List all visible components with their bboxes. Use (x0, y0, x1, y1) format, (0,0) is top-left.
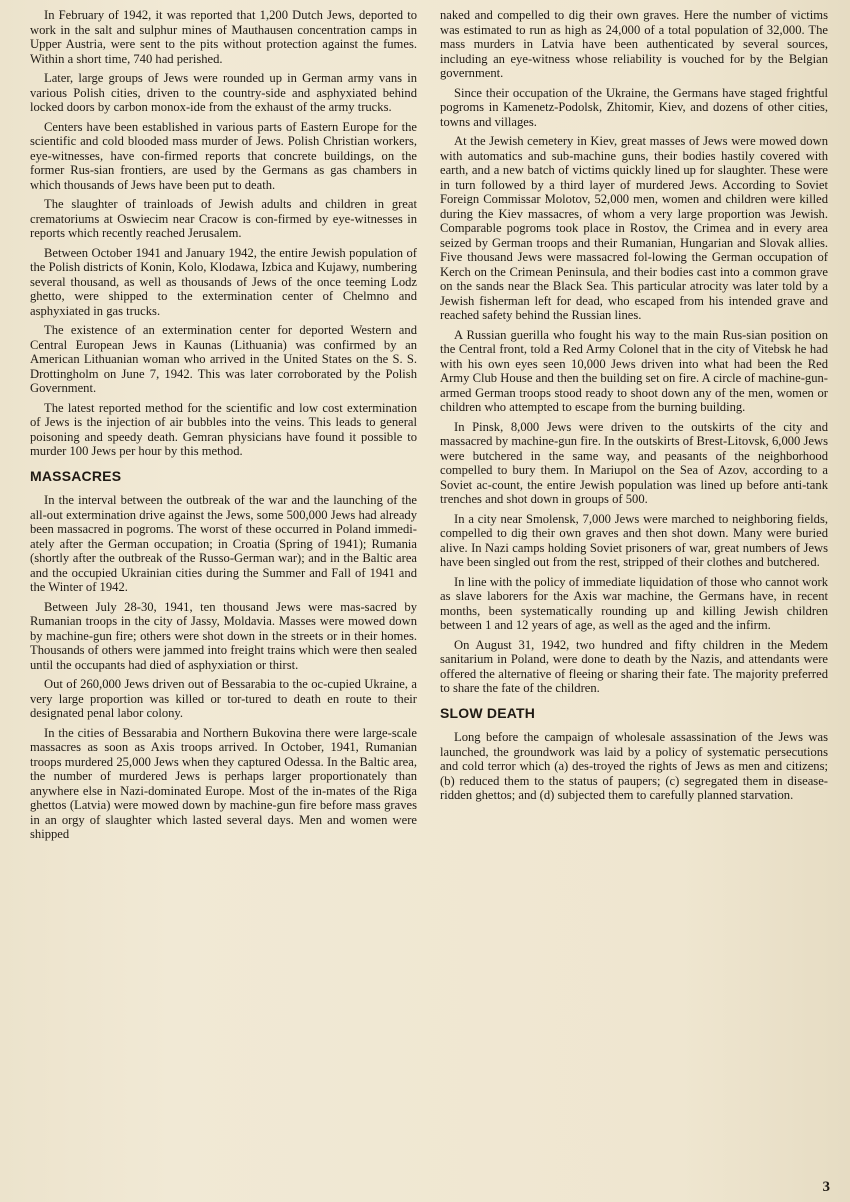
section-heading-slow-death: SLOW DEATH (440, 704, 536, 721)
paragraph: The slaughter of trainloads of Jewish adults and children in great crematoriums at Oswiecim near Cracow is con-firmed by eye-witnesses in reports which recently reached Jerusalem. (30, 197, 417, 240)
paragraph: In Pinsk, 8,000 Jews were driven to the outskirts of the city and massacred by machine-gun fire. In the outskirts of Brest-Litovsk, 6,000 Jews were butchered in the same way, and peasants of the neighborhood compelled to bury them. In Mariupol on the Sea of Azov, according to a Soviet ac-count, the entire Jewish population was lined up before anti-tank trenches and shot down in groups of 500. (440, 419, 828, 506)
paragraph: Since their occupation of the Ukraine, the Germans have staged frightful pogroms in Kamenetz-Podolsk, Zhitomir, Kiev, and dozens of other cities, towns and villages. (440, 85, 828, 129)
paragraph: Between July 28-30, 1941, ten thousand Jews were mas-sacred by Rumanian troops in the city of Jassy, Moldavia. Masses were mowed down by machine-gun fire; others were shot down in the streets or in their homes. Thousands of others were jammed into freight trains which were then sealed until the occupants had died of asphyxiation or thirst. (30, 599, 417, 672)
right-column (440, 8, 828, 808)
paragraph: At the Jewish cemetery in Kiev, great masses of Jews were mowed down with automatics and sub-machine guns, their bodies hastily covered with earth, and a new batch of victims quickly lined up for slaughter. These were in turn followed by a third layer of murdered Jews. According to Soviet Foreign Commissar Molotov, 52,000 men, women and children were killed during the Kiev massacres, of whom a very large proportion was Jewish. Comparable pogroms took place in Rostov, the Crimea and in every area seized by German troops and their Rumanian, Hungarian and Slovak allies. Five thousand Jews were massacred fol-lowing the German occupation of Kerch on the Crimean Peninsula, and their bodies cast into a common grave on the sands near the Black Sea. This particular atrocity was later told by a Jewish fisherman left for dead, who escaped from his intended grave and reached safety behind the Russian lines. (440, 134, 828, 322)
paragraph: In line with the policy of immediate liquidation of those who cannot work as slave laborers for the Axis war machine, the Germans have, in recent months, been systematically rounding up and killing Jewish children between 1 and 12 years of age, as well as the aged and the infirm. (440, 574, 828, 632)
paragraph: In the cities of Bessarabia and Northern Bukovina there were large-scale massacres as soon as Axis troops arrived. In October, 1941, Rumanian troops murdered 25,000 Jews when they captured Odessa. In the Baltic area, the number of murdered Jews is perhaps larger proportionately than anywhere else in Nazi-dominated Europe. Most of the in-mates of the Riga ghettos (Latvia) were mowed down by machine-gun fire before mass graves in an orgy of slaughter which lasted several days. Men and women were shipped (30, 725, 417, 841)
paragraph: Centers have been established in various parts of Eastern Europe for the scientific and cold blooded mass murder of Jews. Polish Christian workers, eye-witnesses, have con-firmed reports that concrete buildings, on the former Rus-sian frontiers, are used by the Germans as gas chambers in which thousands of Jews have been put to death. (30, 119, 417, 192)
paragraph: Out of 260,000 Jews driven out of Bessarabia to the oc-cupied Ukraine, a very large proportion was killed or tor-tured to death en route to their designated penal labor colony. (30, 677, 417, 720)
paragraph: The latest reported method for the scientific and low cost extermination of Jews is the injection of air bubbles into the veins. This leads to general poisoning and speedy death. Gemran physicians have found it possible to murder 100 Jews per hour by this method. (30, 400, 417, 458)
paragraph: Between October 1941 and January 1942, the entire Jewish population of the Polish districts of Konin, Kolo, Klodawa, Izbica and Kujawy, numbering several thousand, as well as thousands of Jews of the once teeming Lodz ghetto, were shipped to the extermination center of Chelmno and asphyxiated in gas trucks. (30, 245, 417, 318)
paragraph: Long before the campaign of wholesale assassination of the Jews was launched, the groundwork was laid by a policy of systematic persecutions and cold terror which (a) des-troyed the rights of Jews as men and citizens; (b) reduced them to the status of paupers; (c) segregated them in disease-ridden ghettos; and (d) subjected them to carefully planned starvation. (440, 730, 828, 802)
paragraph: On August 31, 1942, two hundred and fifty children in the Medem sanitarium in Poland, were done to death by the Nazis, and attendants were offered the alternative of fleeing or sharing their fate. The majority preferred to share the fate of the children. (440, 637, 828, 695)
paragraph: In February of 1942, it was reported that 1,200 Dutch Jews, deported to work in the salt and sulphur mines of Mauthausen concentration camps in Upper Austria, were sent to the pits without protection against the fumes. Within a short time, 740 had perished. (30, 8, 417, 66)
paragraph: Later, large groups of Jews were rounded up in German army vans in various Polish cities, driven to the country-side and asphyxiated behind locked doors by carbon monox-ide from the exhaust of the army trucks. (30, 71, 417, 114)
left-column (30, 8, 417, 847)
section-heading-massacres: MASSACRES (30, 467, 122, 484)
paragraph: A Russian guerilla who fought his way to the main Rus-sian position on the Central front, told a Red Army Colonel that in the city of Vitebsk he had with his own eyes seen 10,000 Jews driven into what had been the Red Army Club House and then the building set on fire. A circle of machine-gun-armed German troops stood ready to shoot down any of the men, women or children who attempted to escape from the burning building. (440, 327, 828, 414)
paragraph: naked and compelled to dig their own graves. Here the number of victims was estimated to run as high as 24,000 of a total population of 32,000. The mass murders in Latvia have been authenticated by several sources, including an eye-witness whose reliability is vouched for by the Belgian government. (440, 8, 828, 80)
paragraph: In a city near Smolensk, 7,000 Jews were marched to neighboring fields, compelled to dig their own graves and then shot down. Many were buried alive. In Nazi camps holding Soviet prisoners of war, great numbers of Jews have been singled out from the rest, stripped of their clothes and butchered. (440, 511, 828, 569)
paragraph: In the interval between the outbreak of the war and the launching of the all-out extermination drive against the Jews, some 500,000 Jews had already been massacred in pogroms. The worst of these occurred in Poland immedi-ately after the German occupation; in Croatia (Spring of 1941); Rumania (shortly after the outbreak of the Russo-German war); and in the Baltic area and the occupied Ukrainian cities during the Summer and Fall of 1941 and the Winter of 1942. (30, 493, 417, 594)
paragraph: The existence of an extermination center for deported Western and Central European Jews in Kaunas (Lithuania) was confirmed by an American Lithuanian woman who arrived in the United States on the S. S. Drottingholm on June 7, 1942. This was later corroborated by the Polish Government. (30, 323, 417, 395)
page-number: 3 (822, 1179, 830, 1195)
